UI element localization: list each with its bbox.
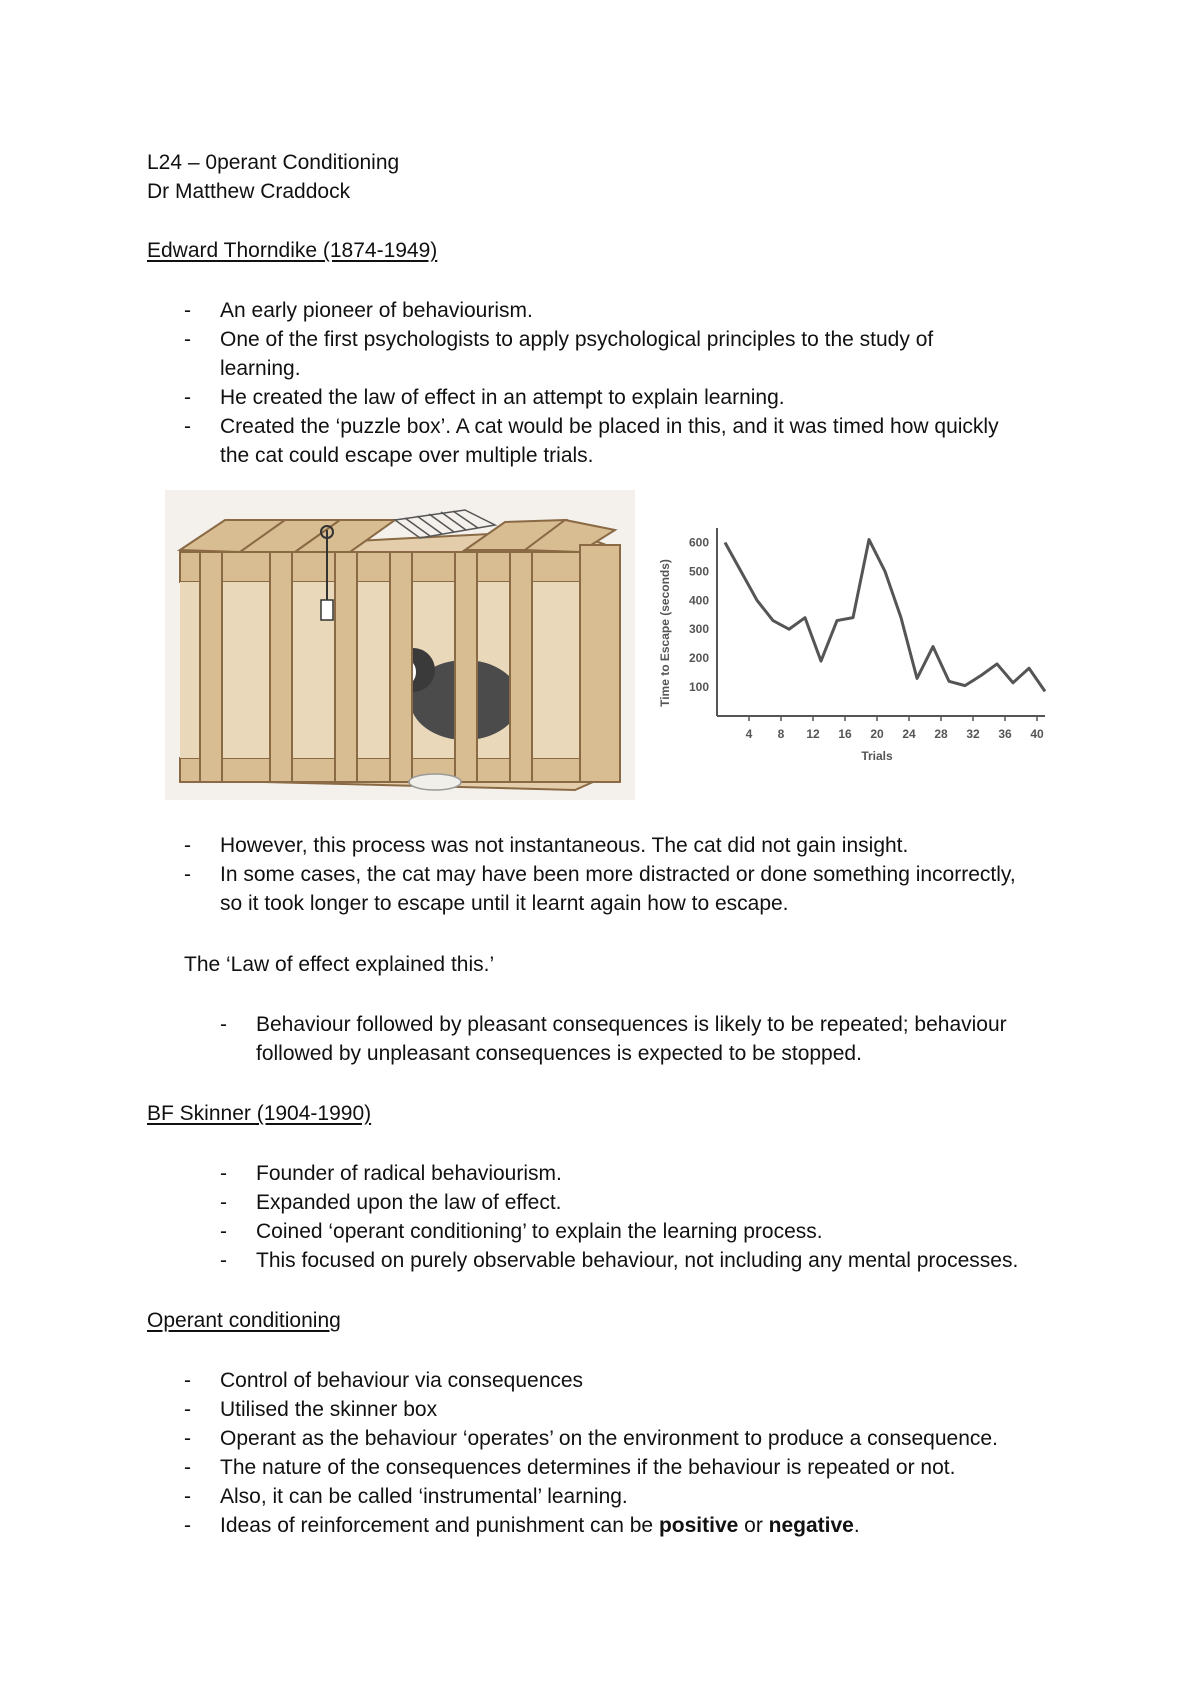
x-tick-label: 36 [998, 727, 1012, 741]
bullet-text: One of the first psychologists to apply psychological principles to the study of [220, 328, 934, 351]
x-tick-label: 24 [902, 727, 916, 741]
section-heading-thorndike: Edward Thorndike (1874-1949) [147, 239, 438, 262]
document-author: Dr Matthew Craddock [147, 180, 351, 203]
y-tick-label: 200 [688, 651, 709, 666]
chart-ylabel: Time to Escape (seconds) [658, 559, 672, 707]
bullet-text: learning. [220, 357, 301, 380]
series-line [725, 540, 1045, 692]
puzzle-box-illustration [165, 490, 635, 800]
bullet-dash: - [184, 415, 191, 438]
bullet-text: In some cases, the cat may have been more distracted or done something incorrectly, [220, 863, 1016, 886]
bullet-text: An early pioneer of behaviourism. [220, 299, 533, 322]
x-tick-label: 8 [777, 727, 785, 741]
bullet-dash: - [220, 1162, 227, 1185]
bullet-text-suffix: . [853, 1514, 860, 1537]
bullet-dash: - [184, 1427, 191, 1450]
law-of-effect-intro: The ‘Law of effect explained this.’ [184, 953, 495, 976]
bullet-text: Behaviour followed by pleasant consequences is likely to be repeated; behaviour [256, 1013, 1007, 1036]
bullet-text: followed by unpleasant consequences is expected to be stopped. [256, 1042, 862, 1065]
bullet-dash: - [184, 386, 191, 409]
bullet-dash: - [220, 1013, 227, 1036]
section-heading-skinner: BF Skinner (1904-1990) [147, 1102, 372, 1125]
y-tick-label: 100 [688, 680, 709, 695]
bullet-dash: - [184, 834, 191, 857]
bullet-dash: - [220, 1220, 227, 1243]
bullet-dash: - [184, 299, 191, 322]
bullet-text: Also, it can be called ‘instrumental’ learning. [220, 1485, 628, 1508]
bullet-text: Operant as the behaviour ‘operates’ on the environment to produce a consequence. [220, 1427, 998, 1450]
bullet-text: the cat could escape over multiple trials. [220, 444, 594, 467]
bullet-text: Control of behaviour via consequences [220, 1369, 584, 1392]
x-tick-label: 28 [934, 727, 948, 741]
term-positive: positive [658, 1514, 739, 1537]
bullet-text: He created the law of effect in an attempt to explain learning. [220, 386, 785, 409]
bullet-text: Created the ‘puzzle box’. A cat would be placed in this, and it was timed how quickly [220, 415, 999, 438]
x-tick-label: 20 [870, 727, 884, 741]
y-tick-label: 400 [688, 593, 709, 608]
y-tick-label: 500 [688, 564, 709, 579]
bullet-dash: - [220, 1249, 227, 1272]
bullet-dash: - [184, 863, 191, 886]
bullet-text: However, this process was not instantaneous. The cat did not gain insight. [220, 834, 909, 857]
bullet-text-mid: or [738, 1514, 769, 1537]
bullet-text: so it took longer to escape until it learnt again how to escape. [220, 892, 789, 915]
bullet-dash: - [184, 1398, 191, 1421]
y-tick-label: 300 [688, 622, 709, 637]
bullet-text: The nature of the consequences determines if the behaviour is repeated or not. [220, 1456, 956, 1479]
x-tick-label: 16 [838, 727, 852, 741]
bullet-text-prefix: Ideas of reinforcement and punishment can be [220, 1514, 659, 1537]
x-tick-label: 40 [1030, 727, 1044, 741]
y-tick-label: 600 [688, 535, 709, 550]
bullet-text: Expanded upon the law of effect. [256, 1191, 562, 1214]
x-tick-label: 4 [745, 727, 753, 741]
bullet-text: This focused on purely observable behaviour, not including any mental processes. [256, 1249, 1019, 1272]
bullet-dash: - [184, 1485, 191, 1508]
bullet-text: Utilised the skinner box [220, 1398, 438, 1421]
x-tick-label: 32 [966, 727, 980, 741]
bullet-text-reinforcement [220, 1511, 860, 1540]
bullet-dash: - [184, 1514, 191, 1537]
x-tick-label: 12 [806, 727, 820, 741]
bullet-dash: - [220, 1191, 227, 1214]
document-title: L24 – 0perant Conditioning [147, 151, 400, 174]
section-heading-operant: Operant conditioning [147, 1309, 341, 1332]
bullet-text: Founder of radical behaviourism. [256, 1162, 562, 1185]
term-negative: negative [768, 1514, 854, 1537]
chart-xlabel: Trials [861, 749, 893, 763]
bullet-dash: - [184, 1456, 191, 1479]
bullet-dash: - [184, 328, 191, 351]
escape-time-chart [655, 518, 1055, 773]
bullet-text: Coined ‘operant conditioning’ to explain the learning process. [256, 1220, 823, 1243]
bullet-dash: - [184, 1369, 191, 1392]
